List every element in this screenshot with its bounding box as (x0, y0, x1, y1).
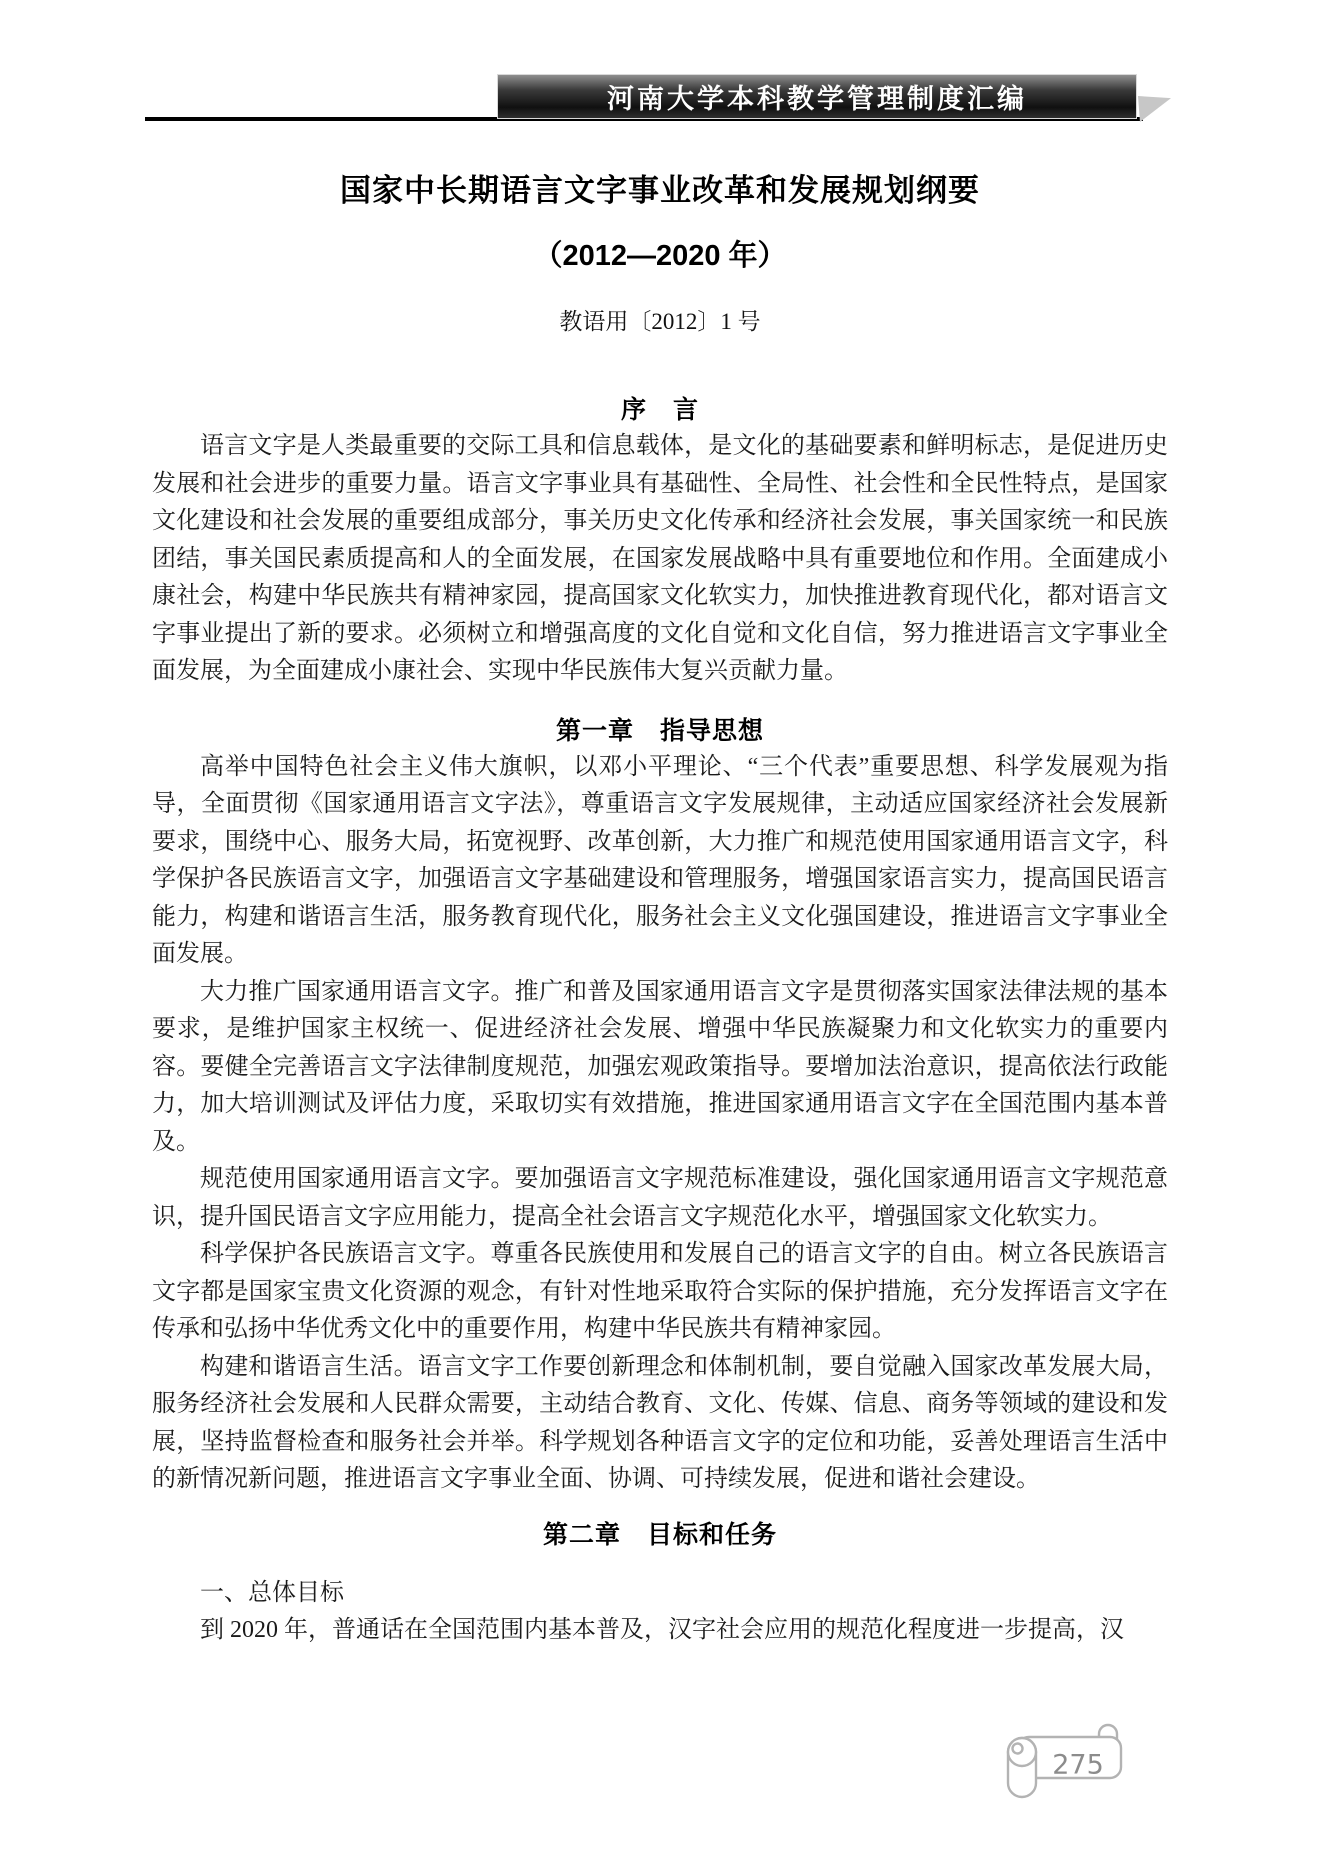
chapter1-paragraph-3: 规范使用国家通用语言文字。要加强语言文字规范标准建设，强化国家通用语言文字规范意识，提升国民语言文字应用能力，提高全社会语言文字规范化水平，增强国家文化软实力。 (152, 1166, 1168, 1230)
chapter1-paragraph-1: 高举中国特色社会主义伟大旗帜，以邓小平理论、“三个代表”重要思想、科学发展观为指导，全面贯彻《国家通用语言文字法》，尊重语言文字发展规律，主动适应国家经济社会发展新要求，围绕中心、服务大局，拓宽视野、改革创新，大力推广和规范使用国家通用语言文字，科学保护各民族语言文字，加强语言文字基础建设和管理服务，增强国家语言实力，提高国民语言能力，构建和谐语言生活，服务教育现代化，服务社会主义文化强国建设，推进语言文字事业全面发展。 (152, 753, 1168, 967)
page-footer (1002, 1722, 1137, 1812)
document-title: 国家中长期语言文字事业改革和发展规划纲要 (340, 173, 980, 208)
preface-paragraph: 语言文字是人类最重要的交际工具和信息载体，是文化的基础要素和鲜明标志，是促进历史发展和社会进步的重要力量。语言文字事业具有基础性、全局性、社会性和全民性特点，是国家文化建设和社会发展的重要组成部分，事关历史文化传承和经济社会发展，事关国家统一和民族团结，事关国民素质提高和人的全面发展，在国家发展战略中具有重要地位和作用。全面建成小康社会，构建中华民族共有精神家园，提高国家文化软实力，加快推进教育现代化，都对语言文字事业提出了新的要求。必须树立和增强高度的文化自觉和文化自信，努力推进语言文字事业全面发展，为全面建成小康社会、实现中华民族伟大复兴贡献力量。 (152, 433, 1168, 684)
chapter1-paragraph-5: 构建和谐语言生活。语言文字工作要创新理念和体制机制，要自觉融入国家改革发展大局，服务经济社会发展和人民群众需要，主动结合教育、文化、传媒、信息、商务等领域的建设和发展，坚持监督检查和服务社会并举。科学规划各种语言文字的定位和功能，妥善处理语言生活中的新情况新问题，推进语言文字事业全面、协调、可持续发展，促进和谐社会建设。 (152, 1353, 1168, 1492)
header-banner-title: 河南大学本科教学管理制度汇编 (607, 84, 1027, 114)
preface-heading: 序 言 (620, 396, 699, 424)
page-number: 275 (1052, 1749, 1104, 1781)
chapter2-heading: 第二章 目标和任务 (542, 1520, 777, 1549)
chapter1-heading: 第一章 指导思想 (555, 716, 764, 745)
chapter2-subheading: 一、总体目标 (200, 1579, 344, 1606)
document-number: 教语用〔2012〕1 号 (559, 309, 761, 334)
chapter1-paragraph-4: 科学保护各民族语言文字。尊重各民族使用和发展自己的语言文字的自由。树立各民族语言文字都是国家宝贵文化资源的观念，有针对性地采取符合实际的保护措施，充分发挥语言文字在传承和弘扬中华优秀文化中的重要作用，构建中华民族共有精神家园。 (152, 1241, 1168, 1342)
document-content (152, 0, 1168, 1650)
chapter2-paragraph-1: 到 2020 年，普通话在全国范围内基本普及，汉字社会应用的规范化程度进一步提高，汉 (200, 1617, 1124, 1643)
document-subtitle: （2012—2020 年） (533, 240, 787, 272)
page-number-scroll-icon (1002, 1722, 1137, 1807)
chapter1-paragraph-2: 大力推广国家通用语言文字。推广和普及国家通用语言文字是贯彻落实国家法律法规的基本要求，是维护国家主权统一、促进经济社会发展、增强中华民族凝聚力和文化软实力的重要内容。要健全完善语言文字法律制度规范，加强宏观政策指导。要增加法治意识，提高依法行政能力，加大培训测试及评估力度，采取切实有效措施，推进国家通用语言文字在全国范围内基本普及。 (152, 978, 1168, 1155)
